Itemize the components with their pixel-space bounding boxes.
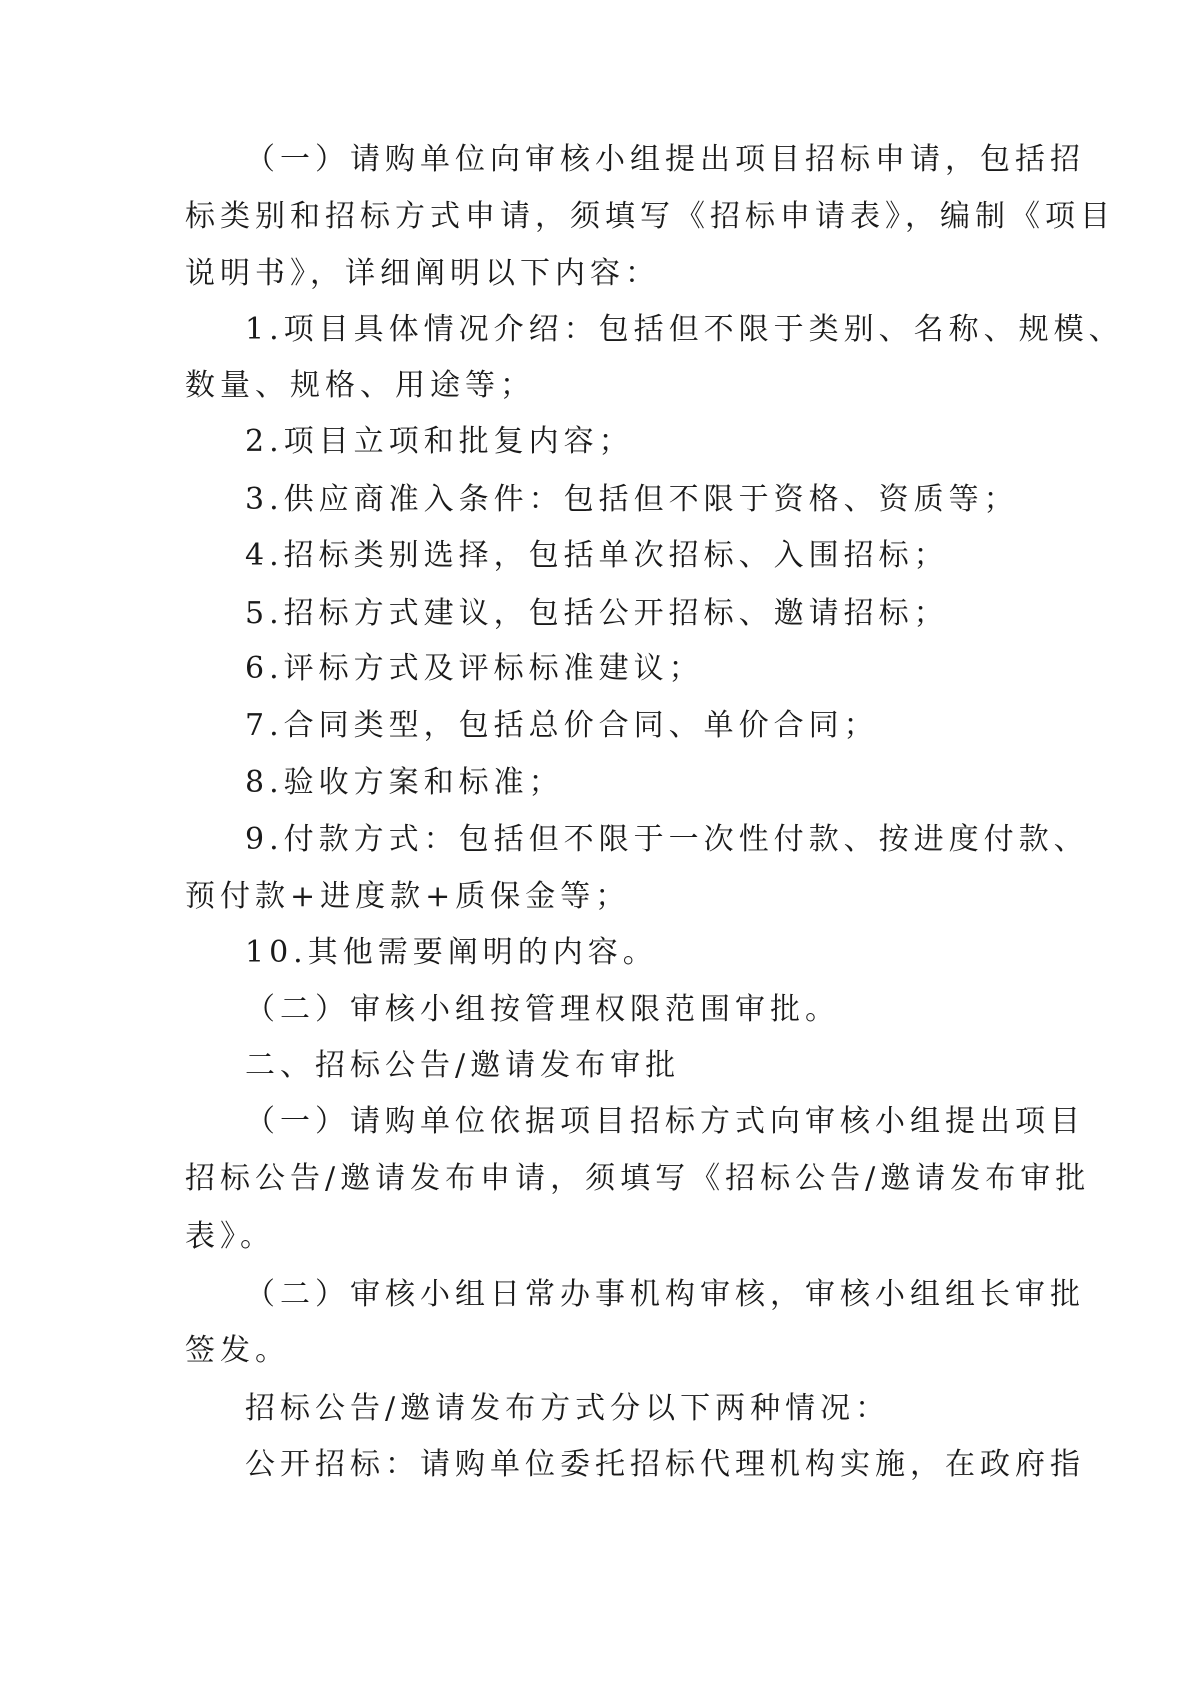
text-line: 7.合同类型，包括总价合同、单价合同；	[245, 708, 879, 743]
text-line: （一）请购单位向审核小组提出项目招标申请，包括招	[245, 142, 1085, 177]
text-line: 2.项目立项和批复内容；	[245, 424, 634, 459]
text-line: 8.验收方案和标准；	[245, 765, 564, 800]
text-line: （二）审核小组按管理权限范围审批。	[245, 992, 840, 1027]
text-line: 签发。	[185, 1333, 290, 1368]
text-line: 1.项目具体情况介绍：包括但不限于类别、名称、规模、	[245, 312, 1124, 347]
text-line: 4.招标类别选择，包括单次招标、入围招标；	[245, 538, 949, 573]
text-line: 公开招标：请购单位委托招标代理机构实施，在政府指	[245, 1447, 1085, 1482]
text-line: 预付款+进度款+质保金等；	[185, 879, 631, 914]
text-line: 标类别和招标方式申请，须填写《招标申请表》，编制《项目	[185, 199, 1115, 234]
text-line: （二）审核小组日常办事机构审核，审核小组组长审批	[245, 1277, 1085, 1312]
text-line: （一）请购单位依据项目招标方式向审核小组提出项目	[245, 1104, 1085, 1139]
text-line: 10.其他需要阐明的内容。	[245, 935, 658, 970]
text-line: 5.招标方式建议，包括公开招标、邀请招标；	[245, 596, 949, 631]
text-line: 招标公告/邀请发布申请，须填写《招标公告/邀请发布审批	[185, 1161, 1091, 1196]
text-line: 9.付款方式：包括但不限于一次性付款、按进度付款、	[245, 822, 1089, 857]
text-line: 数量、规格、用途等；	[185, 368, 535, 403]
text-line: 表》。	[185, 1219, 275, 1254]
text-line: 3.供应商准入条件：包括但不限于资格、资质等；	[245, 482, 1019, 517]
section-heading: 二、招标公告/邀请发布审批	[245, 1048, 681, 1083]
text-line: 招标公告/邀请发布方式分以下两种情况：	[245, 1391, 891, 1426]
text-line: 6.评标方式及评标标准建议；	[245, 651, 704, 686]
text-line: 说明书》，详细阐明以下内容：	[185, 256, 660, 291]
